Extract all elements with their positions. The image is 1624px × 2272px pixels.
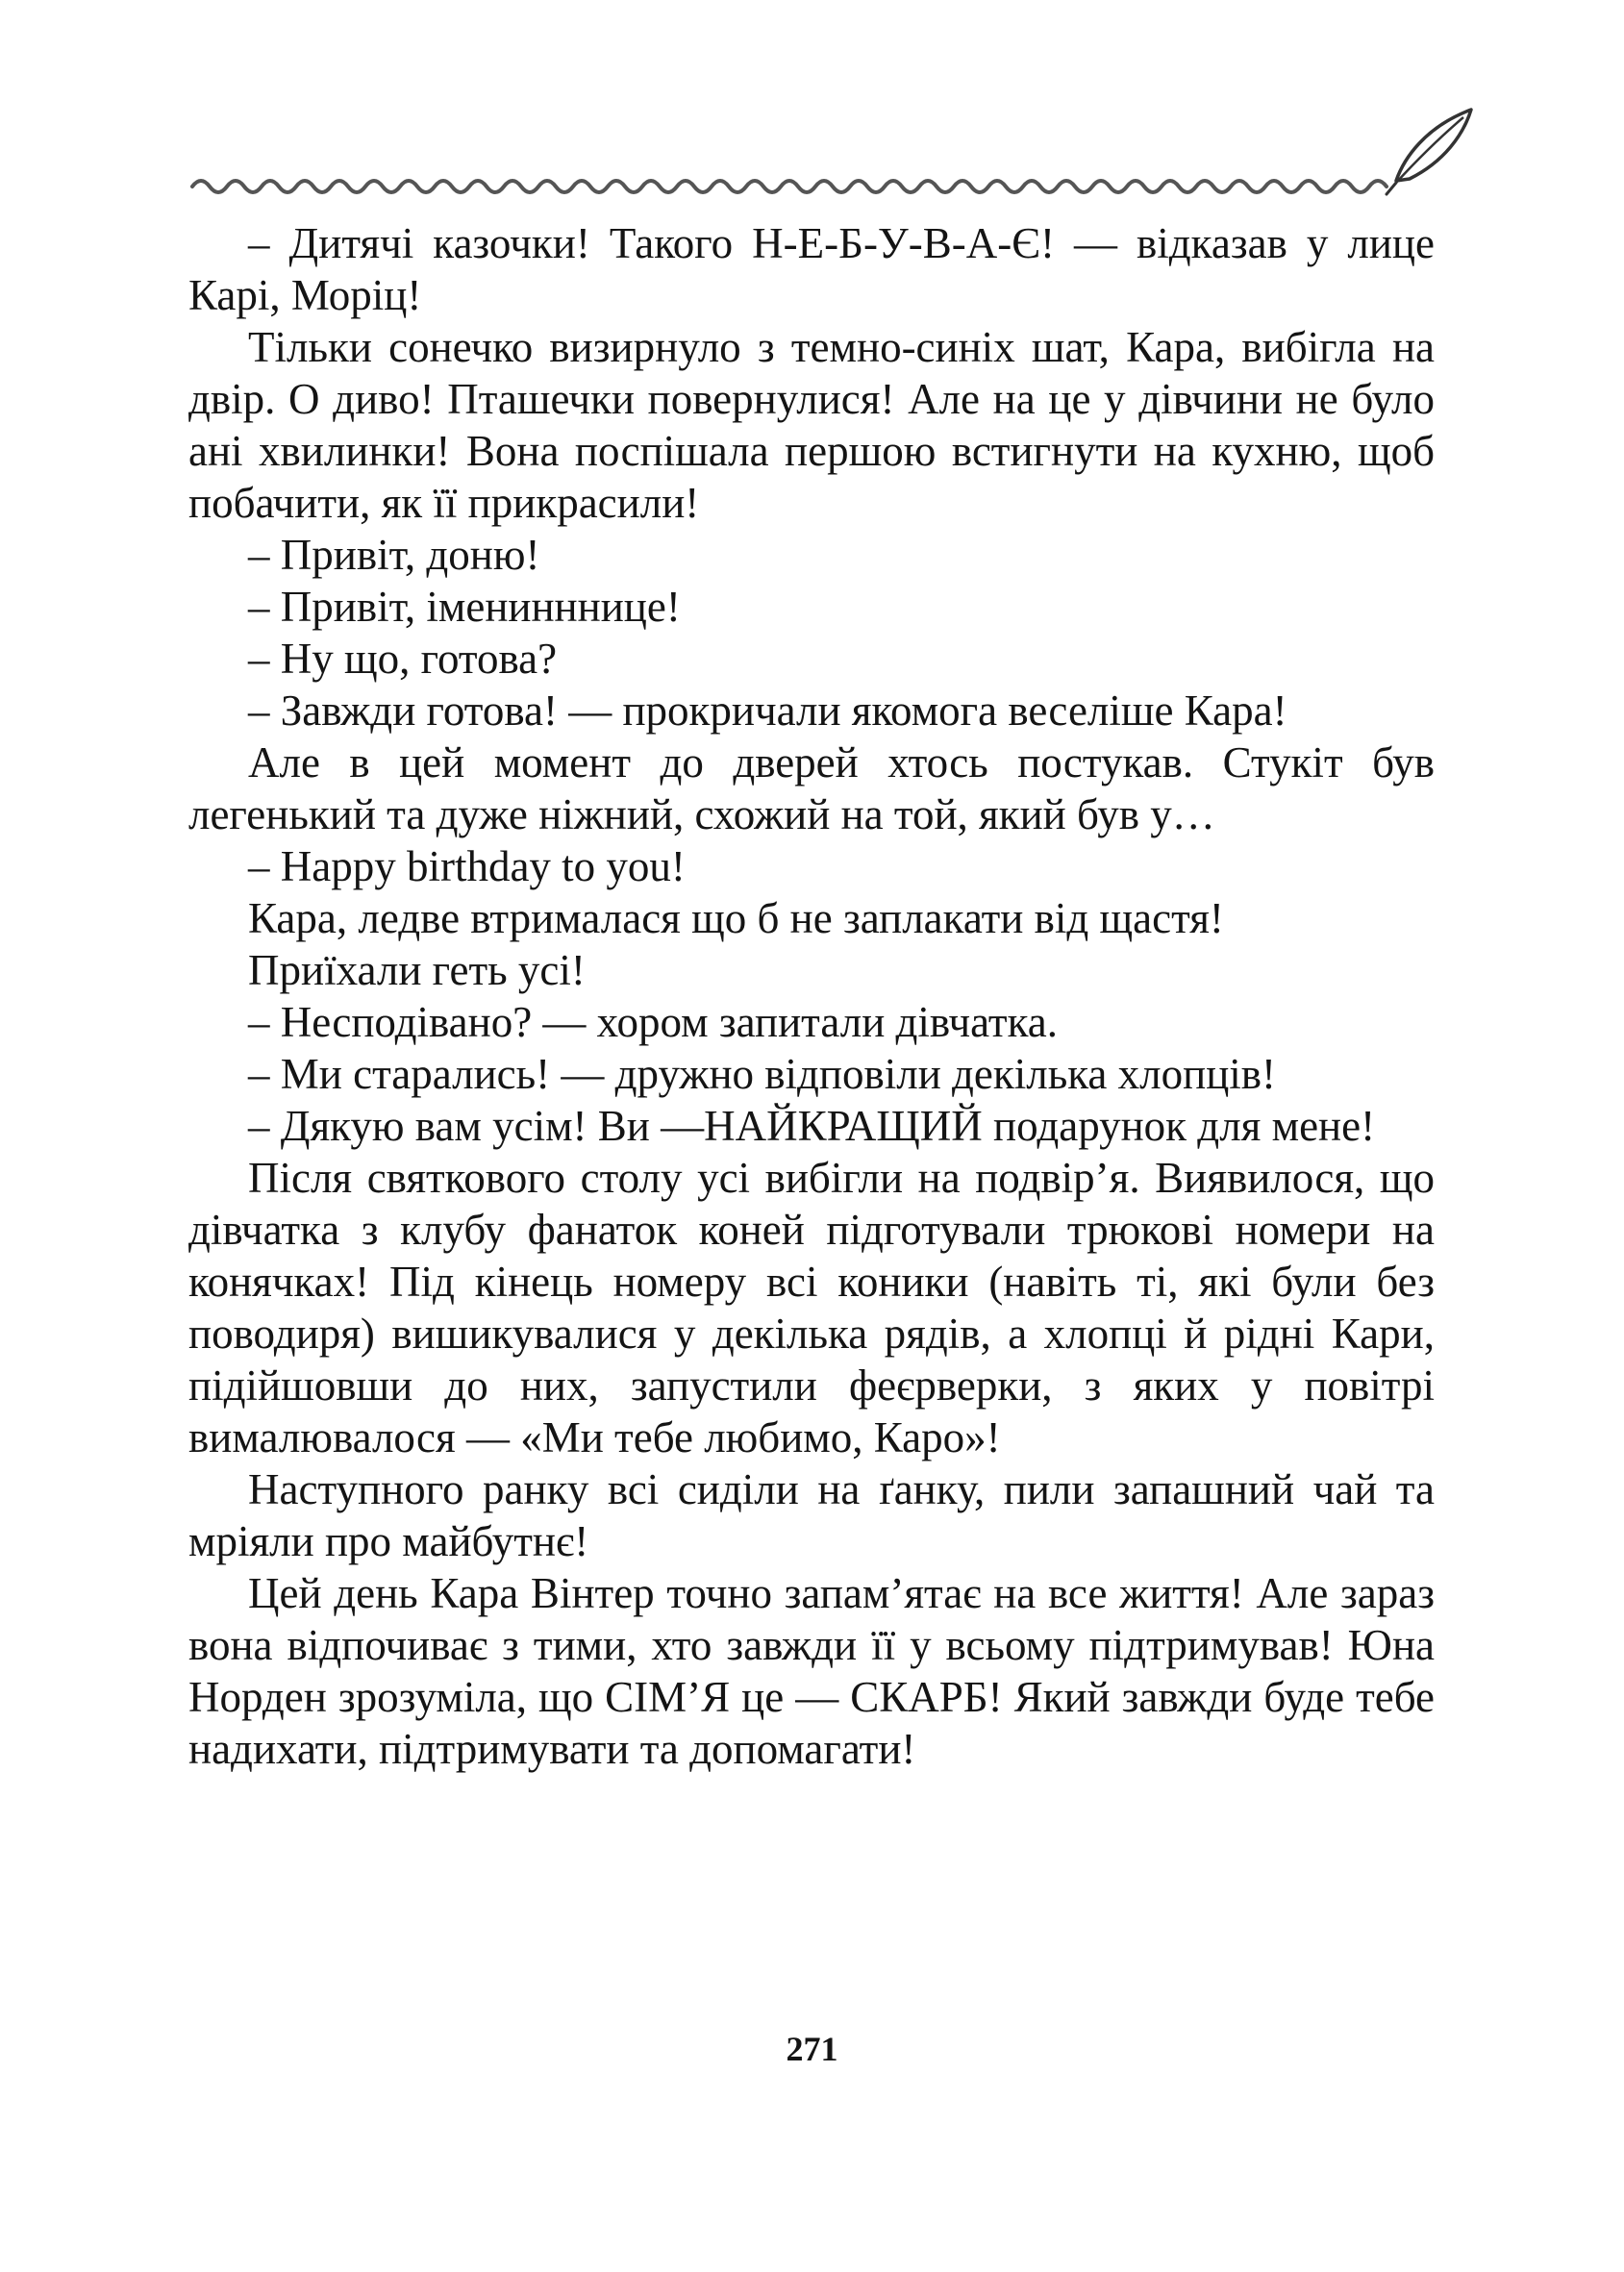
body-text — [188, 217, 1435, 1775]
page-number: 271 — [786, 2030, 838, 2068]
paragraph: Після святкового столу усі вибігли на подвір’я. Виявилося, що дівчатка з клубу фанаток коней підготували трюкові номери на конячках! Під кінець номеру всі коники (навіть ті, які були без поводиря) вишикувалися у декілька рядів, а хлопці й рідні Кари, підійшовши до них, запустили феєрверки, з яких у повітрі вималювалося — «Ми тебе любимо, Каро»! — [188, 1154, 1435, 1461]
paragraph: – Happy birthday to you! — [248, 842, 686, 890]
paragraph: Кара, ледве втрималася що б не заплакати від щастя! — [248, 894, 1224, 942]
wavy-line-feather-icon — [183, 106, 1490, 202]
paragraph: – Ми старались! — дружно відповіли декілька хлопців! — [248, 1050, 1277, 1098]
paragraph: Тільки сонечко визирнуло з темно-синіх шат, Кара, вибігла на двір. О диво! Пташечки повернулися! Але на це у дівчини не було ані хвилинки! Вона поспішала першою встигнути на кухню, щоб побачити, як її прикрасили! — [188, 323, 1435, 527]
paragraph: – Дитячі казочки! Такого Н-Е-Б-У-В-А-Є! — відказав у лице Карі, Моріц! — [188, 219, 1435, 319]
paragraph: – Привіт, іменинннице! — [248, 583, 681, 631]
paragraph: Приїхали геть усі! — [248, 946, 586, 994]
paragraph: Наступного ранку всі сиділи на ґанку, пили запашний чай та мріяли про майбутнє! — [188, 1465, 1435, 1565]
paragraph: Цей день Кара Вінтер точно запам’ятає на все життя! Але зараз вона відпочиває з тими, хто завжди її у всьому підтримував! Юна Норден зрозуміла, що СІМ’Я це — СКАРБ! Який завжди буде тебе надихати, підтримувати та допомагати! — [188, 1569, 1435, 1773]
paragraph: – Несподівано? — хором запитали дівчатка. — [248, 998, 1058, 1046]
feather-quill-icon — [1387, 110, 1471, 194]
paragraph: – Дякую вам усім! Ви —НАЙКРАЩИЙ подарунок для мене! — [248, 1102, 1376, 1150]
paragraph: Але в цей момент до дверей хтось постукав. Стукіт був легенький та дуже ніжний, схожий на той, який був у… — [188, 738, 1435, 838]
paragraph: – Завжди готова! — прокричали якомога веселіше Кара! — [248, 687, 1287, 735]
paragraph: – Привіт, доню! — [248, 531, 540, 579]
paragraph: – Ну що, готова? — [248, 635, 558, 683]
